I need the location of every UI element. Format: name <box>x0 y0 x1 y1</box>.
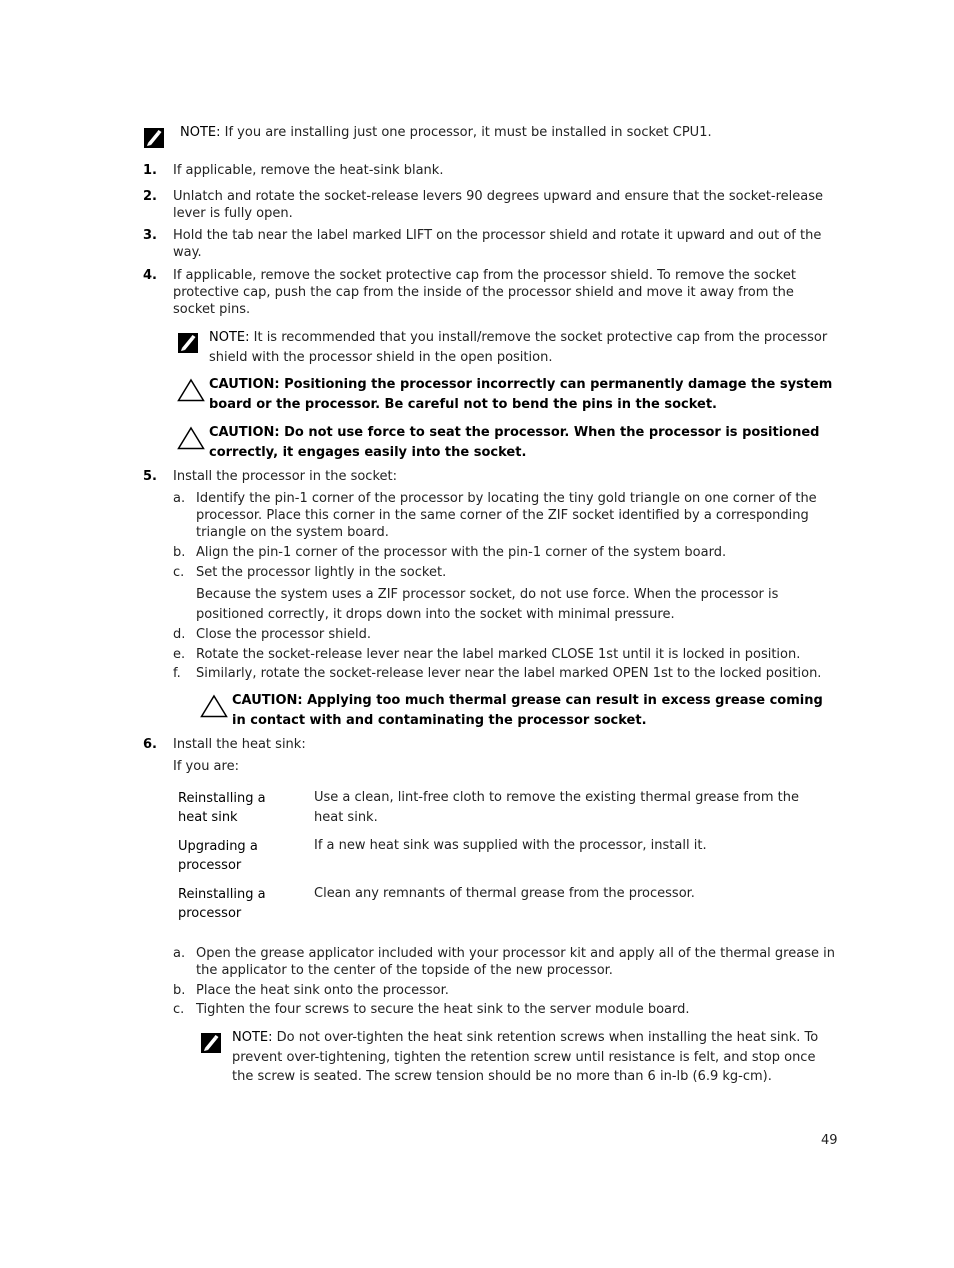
table-row-desc: Use a clean, lint-free cloth to remove the existing thermal grease from the heat sink. <box>314 790 799 825</box>
step-3-number: 3. <box>143 228 157 243</box>
note-label: NOTE: <box>209 330 250 345</box>
note-text: Do not over-tighten the heat sink retention screws when installing the heat sink. To prevent over-tightening, tighten the retention screw until resistance is felt, and stop once the screw is seated. The screw tension should be no more than 6 in-lb (6.9 kg-cm). <box>232 1030 819 1084</box>
substep-text: Close the processor shield. <box>196 627 372 642</box>
step-6-note <box>232 1028 836 1087</box>
substep-text: Set the processor lightly in the socket. <box>196 565 447 580</box>
page-number: 49 <box>821 1133 838 1148</box>
step-6-text: Install the heat sink: <box>173 737 306 752</box>
step-5-number: 5. <box>143 469 157 484</box>
substep-letter: d. <box>173 627 186 642</box>
substep-text: Align the pin-1 corner of the processor with the pin-1 corner of the system board. <box>196 545 727 560</box>
note-pencil-icon <box>143 127 165 149</box>
substep-letter: b. <box>173 545 186 560</box>
step-4-number: 4. <box>143 268 157 283</box>
step-6-subtext: If you are: <box>173 759 239 774</box>
step-1-number: 1. <box>143 163 157 178</box>
table-row-desc: Clean any remnants of thermal grease from the processor. <box>314 886 695 901</box>
step-1-text: If applicable, remove the heat-sink blank. <box>173 163 444 178</box>
top-note <box>180 124 840 141</box>
caution-3: CAUTION: Applying too much thermal grease can result in excess grease coming in contact with and contaminating the processor socket. <box>232 693 823 728</box>
note-pencil-icon <box>177 332 199 354</box>
table-row-head: Reinstalling a heat sink <box>178 791 266 825</box>
substep-text: Rotate the socket-release lever near the label marked CLOSE 1st until it is locked in position. <box>196 647 801 662</box>
note-text: It is recommended that you install/remove the socket protective cap from the processor shield with the processor shield in the open position. <box>209 330 828 365</box>
substep-letter: e. <box>173 647 186 662</box>
caution-1: CAUTION: Positioning the processor incorrectly can permanently damage the system board or the processor. Be careful not to bend the pins in the socket. <box>209 377 833 412</box>
note-label: NOTE: <box>180 125 221 140</box>
note-label: NOTE: <box>232 1030 273 1045</box>
table-row-head: Reinstalling a processor <box>178 887 266 921</box>
substep-letter: c. <box>173 1002 185 1017</box>
step-4-note <box>209 328 841 367</box>
step-4-text: If applicable, remove the socket protective cap from the processor shield. To remove the socket protective cap, push the cap from the inside of the processor shield and move it away from the socket pins. <box>173 268 796 317</box>
substep-letter: f. <box>173 666 181 681</box>
caution-triangle-icon <box>177 378 205 402</box>
substep-paragraph: Because the system uses a ZIF processor socket, do not use force. When the processor is positioned correctly, it drops down into the socket with minimal pressure. <box>196 587 779 622</box>
step-2-text: Unlatch and rotate the socket-release levers 90 degrees upward and ensure that the socket-release lever is fully open. <box>173 189 824 221</box>
substep-text: Open the grease applicator included with your processor kit and apply all of the thermal grease in the applicator to the center of the topside of the new processor. <box>196 946 835 978</box>
substep-text: Identify the pin-1 corner of the processor by locating the tiny gold triangle on one corner of the processor. Place this corner in the same corner of the ZIF socket identified by a corresponding triangle on the system board. <box>196 491 817 540</box>
substep-letter: a. <box>173 491 186 506</box>
substep-letter: c. <box>173 565 185 580</box>
caution-triangle-icon <box>177 426 205 450</box>
caution-2: CAUTION: Do not use force to seat the processor. When the processor is positioned correctly, it engages easily into the socket. <box>209 425 820 460</box>
step-3-text: Hold the tab near the label marked LIFT on the processor shield and rotate it upward and out of the way. <box>173 228 822 260</box>
substep-letter: b. <box>173 983 186 998</box>
note-pencil-icon <box>200 1032 222 1054</box>
substep-text: Similarly, rotate the socket-release lever near the label marked OPEN 1st to the locked position. <box>196 666 822 681</box>
step-2-number: 2. <box>143 189 157 204</box>
substep-letter: a. <box>173 946 186 961</box>
substep-text: Tighten the four screws to secure the heat sink to the server module board. <box>196 1002 690 1017</box>
note-text: If you are installing just one processor, it must be installed in socket CPU1. <box>220 125 712 140</box>
step-5-text: Install the processor in the socket: <box>173 469 397 484</box>
table-row-desc: If a new heat sink was supplied with the processor, install it. <box>314 838 707 853</box>
substep-text: Place the heat sink onto the processor. <box>196 983 449 998</box>
caution-triangle-icon <box>200 694 228 718</box>
table-row-head: Upgrading a processor <box>178 839 258 873</box>
step-6-number: 6. <box>143 737 157 752</box>
